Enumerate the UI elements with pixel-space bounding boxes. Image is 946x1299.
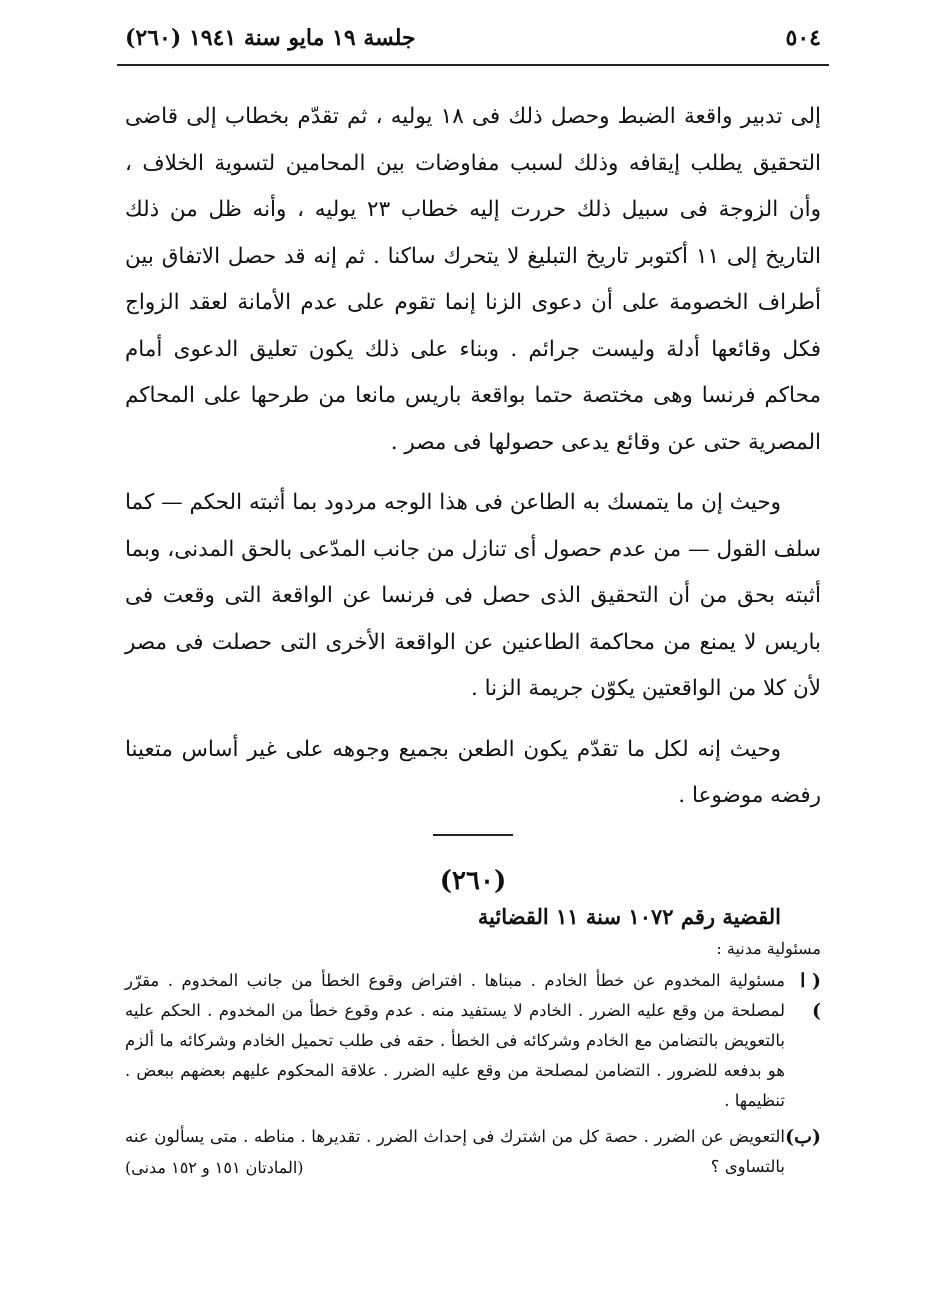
page-number: ٥٠٤ [785, 25, 821, 51]
paragraph-1: إلى تدبير واقعة الضبط وحصل ذلك فى ١٨ يوليه ، ثم تقدّم بخطاب إلى قاضى التحقيق يطلب إيقافه وذلك لسبب مفاوضات بين المحامين لتسوية الخلاف ، وأن الزوجة فى سبيل ذلك حررت إليه خطاب ٢٣ يوليه ، وأنه ظل من ذلك التاريخ إلى ١١ أكتوبر تاريخ التبليغ لا يتحرك ساكنا . ثم إنه قد حصل الاتفاق بين أطراف الخصومة على أن دعوى الزنا إنما تقوم على عدم الأمانة لعقد الزواج فكل وقائعها أدلة وليست جرائم . وبناء على ذلك يكون تعليق الدعوى أمام محاكم فرنسا وهى مختصة حتما بواقعة باريس مانعا من طرحها على المحاكم المصرية حتى عن وقائع يدعى حصولها فى مصر . [125, 104, 822, 455]
header-divider [117, 64, 829, 66]
headnote-a [125, 966, 821, 1116]
session-title: جلسة ١٩ مايو سنة ١٩٤١ (٢٦٠) [125, 25, 416, 51]
case-title: القضية رقم ١٠٧٢ سنة ١١ القضائية [477, 903, 781, 929]
headnote-a-mark: ( ا ) [800, 969, 821, 1022]
legal-reference: (المادتان ١٥١ و ١٥٢ مدنى) [125, 1157, 304, 1177]
headnote-b-mark: (ب) [785, 1125, 821, 1148]
paragraph-2: وحيث إن ما يتمسك به الطاعن فى هذا الوجه مردود بما أثبته الحكم — كما سلف القول — من عدم حصول أى تنازل من جانب المدّعى بالحق المدنى، وبما أثبته بحق من أن التحقيق الذى حصل فى فرنسا عن الواقعة التى وقعت فى باريس لا يمنع من محاكمة الطاعنين عن الواقعة الأخرى التى حصلت فى مصر لأن كلا من الواقعتين يكوّن جريمة الزنا . [125, 490, 821, 701]
case-number: (٢٦٠) [439, 865, 507, 896]
headnote-b-text: التعويض عن الضرر . حصة كل من اشترك فى إحداث الضرر . تقديرها . مناطه . متى يسألون عنه بالتساوى ؟ [125, 1126, 785, 1176]
paragraph-3: وحيث إنه لكل ما تقدّم يكون الطعن بجميع وجوهه على غير أساس متعينا رفضه موضوعا . [125, 736, 821, 808]
headnote-a-text: مسئولية المخدوم عن خطأ الخادم . مبناها . افتراض وقوع الخطأ من جانب المخدوم . مقرّر لمصلحة من وقع عليه الضرر . الخادم لا يستفيد منه . عدم وقوع خطأ من المخدوم . الحكم عليه بالتعويض بالتضامن مع الخادم وشركائه فى الخطأ . حقه فى طلب تحميل الخادم وشركائه ما ألزم هو بدفعه للضرور . التضامن لمصلحة من وقع عليه الضرر . علاقة المحكوم عليهم بعضهم ببعض . تنظيمها . [125, 970, 785, 1110]
section-divider [433, 834, 513, 836]
page-header [125, 18, 821, 58]
case-topic: مسئولية مدنية : [716, 938, 821, 958]
judgment-text [125, 94, 821, 820]
